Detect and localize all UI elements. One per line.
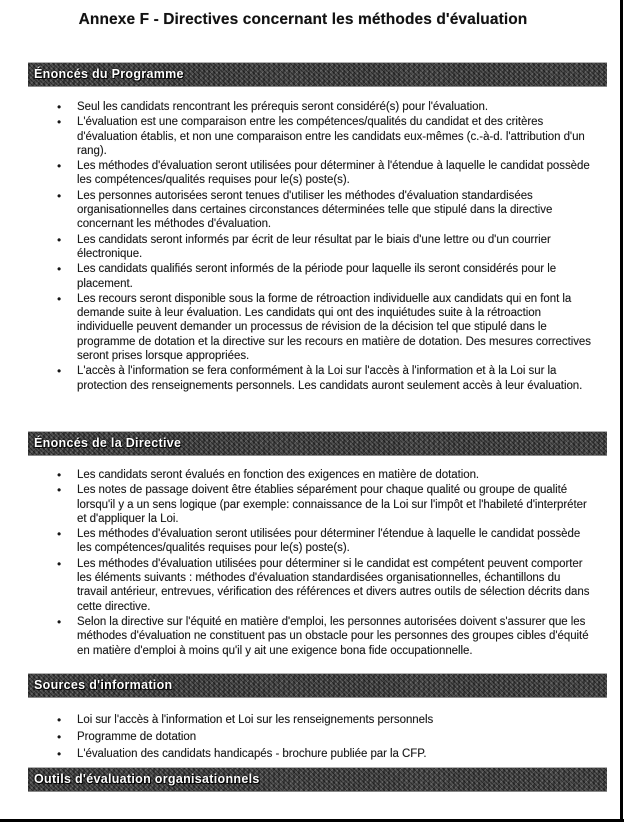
- bullet-text: Les méthodes d'évaluation utilisées pour déterminer si le candidat est compétent peuvent comporter les éléments suivants : méthodes d'évaluation standardisées organisationnelles, échantillons du travail antérieur, entrevues, vérification des références et divers autres outils de sélection décrits dans cette directive.: [77, 557, 590, 613]
- list-item: [28, 233, 592, 262]
- list-item: [28, 115, 592, 158]
- bullet-marker: •: [57, 115, 62, 130]
- list-item: [28, 364, 592, 393]
- bullet-text: Programme de dotation: [77, 731, 197, 743]
- bullet-marker: •: [57, 614, 62, 629]
- list-item: [28, 746, 592, 762]
- section-heading: Énoncés du Programme: [34, 67, 184, 81]
- bullet-marker: •: [57, 364, 62, 379]
- bullet-marker: •: [57, 291, 62, 306]
- bullet-marker: •: [57, 747, 62, 761]
- bullet-text: Les recours seront disponible sous la forme de rétroaction individuelle aux candidats qui en font la demande suite à leur évaluation. Les candidats qui ont des inquiétudes suite à la rétroaction individuelle peuvent demander un processus de révision de la décision tel que stipulé dans le programme de dotation et la directive sur les recours en matière de dotation. Des mesures correctives seront prises lorsque appropriées.: [77, 292, 591, 363]
- bullet-marker: •: [57, 159, 62, 174]
- bullet-list-directive: [28, 468, 592, 659]
- bullet-marker: •: [57, 713, 62, 727]
- list-item: [28, 189, 592, 232]
- bullet-text: Les notes de passage doivent être établies séparément pour chaque qualité ou groupe de qualité lorsqu'il y a un sens logique (par exemple: connaissance de la Loi sur l'impôt et l'habileté d'interpréter et d'appliquer la Loi.: [77, 484, 587, 525]
- bullet-text: Les candidats seront évalués en fonction des exigences en matière de dotation.: [77, 469, 480, 481]
- bullet-text: Les candidats qualifiés seront informés de la période pour laquelle ils seront considérés pour le placement.: [77, 263, 557, 290]
- section-heading: Outils d'évaluation organisationnels: [34, 772, 260, 786]
- bullet-text: Les méthodes d'évaluation seront utilisées pour déterminer l'étendue à laquelle le candidat possède les compétences/qualités requises pour le(s) poste(s).: [77, 528, 581, 555]
- list-item: [28, 557, 592, 614]
- list-item: [28, 729, 592, 745]
- bullet-text: L'évaluation des candidats handicapés - brochure publiée par la CFP.: [77, 748, 427, 760]
- list-item: [28, 468, 592, 482]
- section-heading: Sources d'information: [34, 678, 173, 692]
- bullet-marker: •: [57, 262, 62, 277]
- list-item: [28, 615, 592, 658]
- bullet-marker: •: [57, 483, 62, 498]
- bullet-marker: •: [57, 188, 62, 203]
- list-item: [28, 483, 592, 526]
- section-header-directive: [28, 432, 607, 455]
- scan-edge-right: [620, 0, 623, 822]
- bullet-text: Selon la directive sur l'équité en matière d'emploi, les personnes autorisées doivent s'assurer que les méthodes d'évaluation ne constituent pas un obstacle pour les personnes des groupes cibles d'équité en matière d'emploi à moins qu'il y ait une exigence bona fide occupationnelle.: [77, 615, 589, 657]
- bullet-text: Seul les candidats rencontrant les prérequis seront considéré(s) pour l'évaluation.: [77, 101, 488, 113]
- list-item: [28, 262, 592, 291]
- bullet-marker: •: [57, 527, 62, 542]
- list-item: [28, 527, 592, 556]
- page-title: Annexe F - Directives concernant les méthodes d'évaluation: [78, 11, 528, 28]
- bullet-text: Les personnes autorisées seront tenues d'utiliser les méthodes d'évaluation standardisées organisationnelles dans certaines circonstances déterminées telle que stipulé dans la directive concernant les méthodes d'évaluation.: [77, 189, 553, 231]
- section-heading: Énoncés de la Directive: [34, 436, 182, 450]
- list-item: [28, 712, 592, 728]
- section-header-sources: [28, 674, 607, 697]
- bullet-text: L'accès à l'information se fera conformément à la Loi sur l'accès à l'information et à la Loi sur la protection des renseignements personnels. Les candidats auront seulement accès à leur évaluation.: [77, 365, 583, 392]
- section-header-programme: [28, 63, 607, 86]
- bullet-text: L'évaluation est une comparaison entre les compétences/qualités du candidat et des critères d'évaluation établis, et non une comparaison entre les candidats eux-mêmes (c.-à-d. l'attribution d'un rang).: [77, 116, 585, 157]
- section-header-outils: [28, 768, 607, 791]
- bullet-text: Les candidats seront informés par écrit de leur résultat par le biais d'une lettre ou d'un courrier électronique.: [77, 233, 551, 260]
- scan-edge-bottom: [0, 819, 624, 822]
- list-item: [28, 159, 592, 188]
- bullet-marker: •: [57, 232, 62, 247]
- list-item: [28, 292, 592, 363]
- list-item: [28, 100, 592, 114]
- bullet-list-programme: [28, 100, 592, 394]
- bullet-marker: •: [57, 468, 62, 482]
- bullet-text: Loi sur l'accès à l'information et Loi sur les renseignements personnels: [77, 714, 434, 726]
- bullet-marker: •: [57, 730, 62, 744]
- bullet-list-sources: [28, 712, 592, 763]
- bullet-text: Les méthodes d'évaluation seront utilisées pour déterminer à l'étendue à laquelle le candidat possède les compétences/qualités requises pour le(s) poste(s).: [77, 160, 590, 187]
- bullet-marker: •: [57, 100, 62, 114]
- bullet-marker: •: [57, 556, 62, 571]
